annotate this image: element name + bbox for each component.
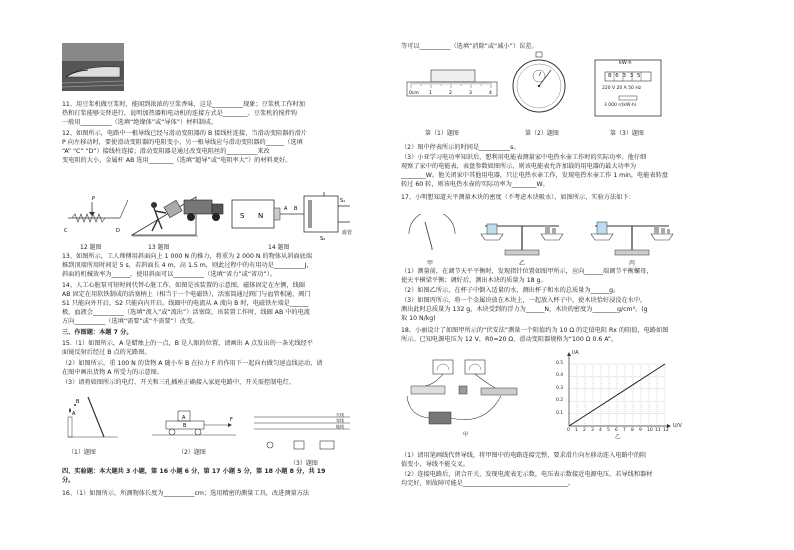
graph-xtick-label: 5 (607, 428, 610, 433)
q18-part1-line2: 值变小，导线不能交叉。 (401, 461, 470, 468)
q12-line3: “A” “C” “D”）接线柱连接；滑动变阻器是通过改变电阻丝的__________来改 (62, 148, 270, 155)
svg-text:3: 3 (469, 91, 472, 96)
label-jia: 甲 (427, 260, 434, 267)
svg-text:D: D (116, 228, 120, 234)
caption-fig15-1: （1）题图 (68, 449, 96, 456)
graph-ytick-label: 0.2 (556, 398, 564, 404)
q16-part3-line4: 转过 60 转，则该电热水壶的实际功率为________W。 (401, 181, 549, 188)
right-column (397, 0, 794, 550)
graph-xtick-label: 7 (623, 428, 626, 433)
q15-line3: （2）如图所示，重 100 N 的货物 A 随小车 B 在拉力 F 的作用下一起向右做匀速直线运动，请 (62, 360, 323, 367)
q16-line2: 等可以__________（选填“消除”或“减小”）误差。 (401, 43, 538, 50)
q16-part3-line2: 观察了家中的电能表，表盘参数如图所示，则该电能表允许加载的用电器的最大功率为 (401, 163, 637, 170)
q12-line4: 变电阻的大小，金属杆 AB 选用________（选填“超导”或“电阻率大”）的材料更好。 (62, 157, 292, 164)
svg-text:C: C (64, 228, 68, 234)
balance-yi-figure (479, 212, 565, 258)
svg-text:0cm: 0cm (409, 91, 419, 96)
graph-xtick-label: 9 (639, 428, 642, 433)
q14-line4: 极，血液会__________（选填“流入”或“流出”）活塞筒，该装置工作时，线圈 AB 中的电流 (62, 309, 310, 316)
svg-text:4: 4 (489, 91, 492, 96)
q14-line1: 14、人工心脏泵可短时间代替心脏工作，如图是该装置的示意图，磁体固定在左侧，线圈 (62, 282, 305, 289)
svg-text:零线: 零线 (336, 418, 344, 423)
svg-text:A: A (284, 206, 288, 212)
q14-line5: 方向__________（选填“需要”或“不需要”）改变。 (62, 318, 199, 325)
svg-text:S₂: S₂ (320, 236, 326, 242)
svg-text:地线: 地线 (336, 424, 344, 429)
q15-line5: （3）请将如图所示的电灯、开关和三孔插座正确接入家庭电路中，开关需控制电灯。 (62, 379, 295, 386)
q18-line1: 18、小丽设计了如图甲所示的“伏安法”测量一个阻值约为 10 Ω 的定值电阻 Rx 的阻值，电路如图 (401, 327, 669, 334)
q11-line2: 热和打浆能够交替进行，说明加热器和电动机的连接方式是________。豆浆机的搅拌钩 (62, 110, 298, 117)
graph-xtick-label: 11 (655, 428, 661, 433)
stopwatch-figure (509, 50, 569, 114)
graph-xtick-label: 3 (591, 428, 594, 433)
q18-part1-line1: （1）请用笔画线代替导线，将甲图中的电路连接完整，要求滑片向左移动连入电路中的阻 (401, 452, 647, 459)
q11-line1: 11、用豆浆机做豆浆时，能闻到浓浓的豆浆香味，这是__________现象；豆浆机工作时加 (62, 101, 305, 108)
rheostat-figure (62, 180, 132, 240)
ruler-figure (405, 68, 500, 102)
iu-graph (555, 352, 675, 440)
graph-ytick-label: 0.1 (556, 410, 564, 416)
svg-text:血管: 血管 (342, 230, 353, 236)
svg-text:B: B (294, 206, 298, 212)
q14-line2: AB 固定在用软铁制成的活塞柄上（相当于一个电磁铁），活塞筒通过阀门与血管相通，阀门 (62, 291, 311, 298)
q16-part2: （2）图中停表所示的时间是__________s。 (401, 144, 520, 151)
svg-text:P: P (92, 196, 96, 202)
q15-line4: 在图中画出货物 A 所受力的示意图。 (62, 369, 163, 376)
q15-line2: 面镜反射后经过 B 点的光路图。 (62, 349, 151, 356)
meter-spec: 220 V 20 A 50 Hz (602, 86, 642, 91)
meter-digits: 8 6 3 3 5 (608, 73, 642, 79)
mirror-figure (62, 393, 122, 443)
q13-line2: 推到顶端所用时间是 5 s，若斜面长 4 m，高 1.5 m，则此过程中的有用功是__________J， (62, 262, 313, 269)
svg-text:A: A (72, 411, 76, 417)
graph-xtick-label: 1 (575, 428, 578, 433)
q13-line1: 13、如图所示，工人师傅用斜面向上 1 000 N 的推力，将重为 2 000 N 的物体从斜面底端 (62, 253, 312, 260)
section-4-heading: 四、实验题：本大题共 3 小题，第 16 小题 6 分，第 17 小题 5 分，第 18 小题 8 分，共 19 (62, 468, 326, 475)
caption-fig16-3: 第（3）题图 (610, 130, 644, 137)
graph-ylabel: I/A (572, 350, 579, 356)
label-yi: 乙 (519, 260, 526, 267)
q17-part3-line1: （3）如图丙所示，将一个金属块放在木块上，一起放入杯子中，使木块恰好浸没在水中， (401, 297, 647, 304)
meter-rate: 3 000 r/(kW·h) (604, 103, 637, 108)
svg-text:S: S (240, 212, 245, 220)
q17-part1-line2: 使天平横梁平衡；调好后，测出木块的质量为 18 g。 (401, 277, 547, 284)
graph-xlabel: U/V (673, 423, 682, 429)
q18-line2: 所示。已知电源电压为 12 V，R0=20 Ω，滑动变阻器规格为“100 Ω 0.6 A”。 (401, 336, 618, 343)
q11-line3: 一般用__________（选填“绝缘体”或“导体”）材料制成。 (62, 119, 218, 126)
balance-pointer-figure (405, 214, 459, 254)
graph-ytick-label: 0.4 (556, 373, 564, 379)
svg-text:火线: 火线 (336, 413, 344, 417)
section-3-heading: 三、作图题：本题 7 分。 (62, 329, 133, 336)
truck-figure (182, 194, 226, 224)
q17-line1: 17、小明想知道天平测量木块的密度（不考虑木块吸水），如图所示，实验方法如下： (401, 194, 635, 201)
graph-ytick-label: 0.5 (556, 361, 564, 366)
svg-text:A: A (182, 415, 186, 421)
graph-xtick-label: 10 (647, 428, 653, 433)
svg-text:N: N (258, 212, 264, 220)
graph-xtick-label: 0 (567, 428, 570, 433)
label-bing: 丙 (629, 260, 636, 267)
svg-text:S₁: S₁ (340, 198, 346, 204)
caption-fig13: 13 题图 (148, 244, 170, 251)
svg-text:2: 2 (449, 91, 452, 96)
svg-text:1: 1 (429, 91, 432, 96)
q12-line1: 12、如图所示，电路中一根导线已经与滑动变阻器的 B 接线柱连接，当滑动变阻器的滑片 (62, 130, 307, 137)
q16-part3-line1: （3）小亚学习电功率知识后，想利用电能表测量家中电热水壶工作时的实际功率。他仔细 (401, 154, 647, 161)
q18-part2-line1: （2）连接电路后，闭合开关，发现电流表无示数，电压表示数接近电源电压，若导线和器材 (401, 471, 653, 478)
graph-xtick-label: 4 (599, 428, 602, 433)
q14-line3: S1 只能向外开启，S2 只能向内开启。线圈中的电流从 A 流向 B 时，电磁铁左端是______ (62, 300, 309, 307)
q17-part3-line3: 取 10 N/kg) (401, 315, 436, 322)
graph-xtick-label: 12 (663, 428, 669, 433)
balance-bing-figure (589, 212, 675, 258)
heart-pump-figure (228, 188, 358, 243)
caption-fig15-2: （2）题图 (178, 449, 206, 456)
cart-figure (148, 405, 238, 445)
svg-text:B: B (76, 399, 80, 405)
graph-xtick-label: 2 (583, 428, 586, 433)
q15-line1: 15.（1）如图所示，A 是蜡烛上的一点，B 是人眼的位置，请画出 A 点发出的一条光线经平 (62, 340, 313, 347)
section-4-heading-cont: 分。 (62, 477, 75, 484)
q13-line3: 斜面的机械效率为______，使用斜面可以__________（选填“省力”或“省功”）。 (62, 271, 276, 278)
svg-text:乙: 乙 (615, 434, 621, 440)
q17-part3-line2: 测出此时总质量为 132 g，木块受到的浮力为______N，木块的密度为________g/cm³。(g (401, 306, 648, 313)
q17-part2: （2）如图乙所示，在杯子中倒入适量的水，测出杯子和水的总质量为______g。 (401, 287, 620, 294)
q16-line1: 16、（1）如图所示，所测物体长度为__________cm；选用精密的测量工具，改进测量方法 (62, 490, 310, 497)
svg-text:甲: 甲 (463, 432, 469, 438)
household-circuit-figure (250, 413, 360, 458)
q12-line2: P 向左移动时，要使滑动变阻器的电阻变小，另一根导线应与滑动变阻器的______（选填 (62, 139, 303, 146)
q17-part1-line1: （1）测量前，在调节天平平衡时，发现指针位置如图甲所示，应向______端调节平衡螺母， (401, 268, 653, 275)
caption-fig15-3: （3）题图 (290, 460, 318, 467)
caption-fig12: 12 题图 (80, 244, 102, 251)
q16-part3-line3: ________W。他关闭家中其他用电器，只让电热水壶工作，发现电热水壶工作 1 min，电能表转盘 (401, 172, 668, 179)
caption-fig16-2: 第（2）题图 (525, 130, 559, 137)
caption-fig14: 14 题图 (268, 244, 290, 251)
circuit-apparatus-figure (405, 356, 523, 438)
svg-text:B: B (183, 423, 187, 429)
graph-xtick-label: 8 (631, 428, 634, 433)
caption-fig16-1: 第（1）题图 (425, 130, 459, 137)
graph-xtick-label: 6 (615, 428, 618, 433)
svg-text:F: F (230, 417, 233, 423)
train-photo (62, 43, 124, 91)
q18-part2-line2: 均完好，则故障可能是__________________________________。 (401, 480, 575, 487)
meter-unit-label: kW·h (619, 60, 632, 66)
graph-ytick-label: 0.3 (556, 385, 564, 391)
